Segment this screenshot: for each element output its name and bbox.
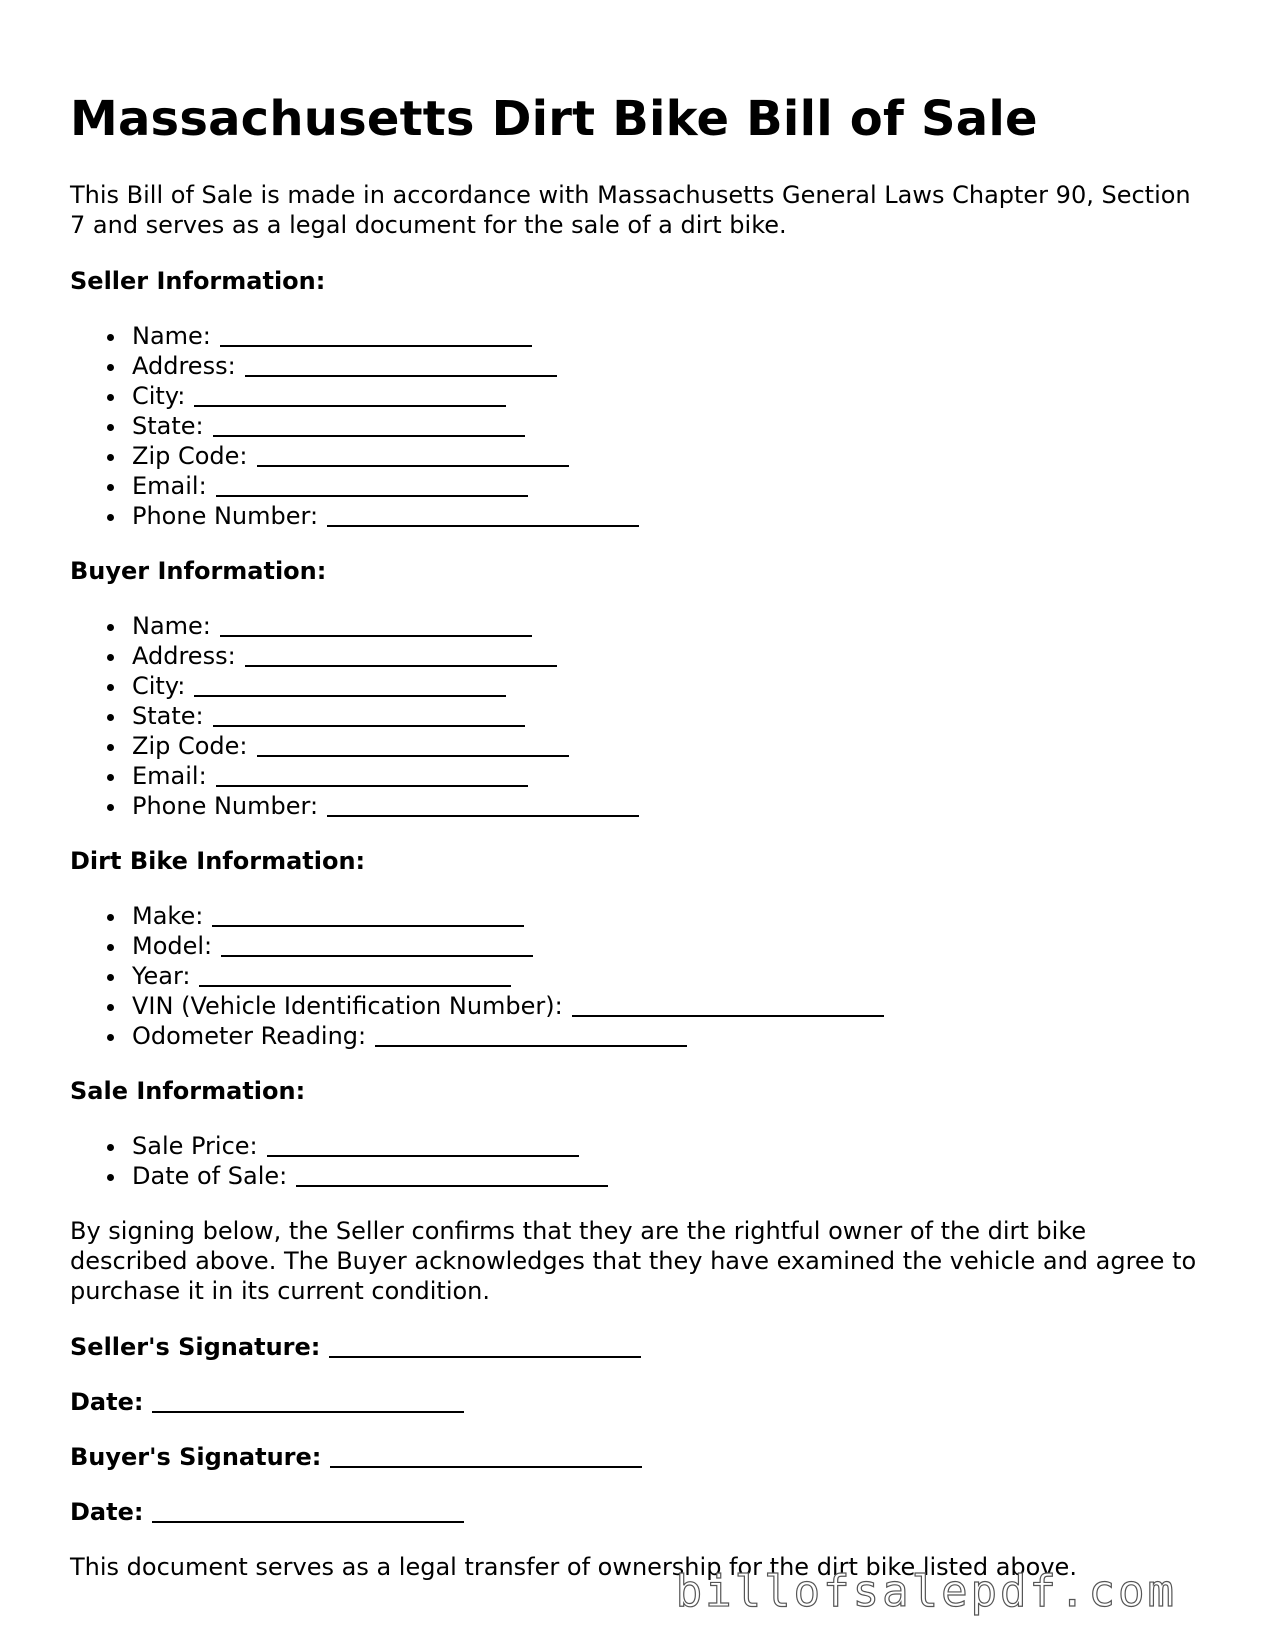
seller-state-field	[132, 411, 1210, 441]
field-label: Phone Number:	[132, 502, 319, 530]
seller-phone-field	[132, 501, 1210, 531]
fill-in-line[interactable]	[213, 725, 525, 727]
seller-address-field	[132, 351, 1210, 381]
document-page	[70, 84, 1210, 1582]
final-note: This document serves as a legal transfer of ownership for the dirt bike listed above.	[70, 1553, 1077, 1581]
buyer-zip-field	[132, 731, 1210, 761]
seller-zip-field	[132, 441, 1210, 471]
bike-vin-field	[132, 991, 1210, 1021]
field-label: Email:	[132, 472, 207, 500]
buyer-email-field	[132, 761, 1210, 791]
bike-field-list	[70, 901, 1210, 1051]
fill-in-line[interactable]	[245, 665, 557, 667]
field-label: Name:	[132, 322, 211, 350]
field-label: Phone Number:	[132, 792, 319, 820]
field-label: Odometer Reading:	[132, 1022, 367, 1050]
fill-in-line[interactable]	[267, 1155, 579, 1157]
fill-in-line[interactable]	[220, 635, 532, 637]
buyer-name-field	[132, 611, 1210, 641]
field-label: Address:	[132, 352, 236, 380]
buyer-section-heading: Buyer Information:	[70, 557, 327, 585]
buyer-signature-blank[interactable]	[330, 1466, 642, 1468]
fill-in-line[interactable]	[212, 925, 524, 927]
fill-in-line[interactable]	[199, 985, 511, 987]
fill-in-line[interactable]	[327, 525, 639, 527]
watermark: billofsalepdf.com	[675, 1566, 1177, 1617]
field-label: City:	[132, 672, 186, 700]
fill-in-line[interactable]	[213, 435, 525, 437]
field-label: Name:	[132, 612, 211, 640]
field-label: VIN (Vehicle Identification Number):	[132, 992, 563, 1020]
field-label: Zip Code:	[132, 732, 248, 760]
buyer-date-blank[interactable]	[152, 1521, 464, 1523]
fill-in-line[interactable]	[221, 955, 533, 957]
field-label: City:	[132, 382, 186, 410]
seller-field-list	[70, 321, 1210, 531]
field-label: Model:	[132, 932, 213, 960]
buyer-phone-field	[132, 791, 1210, 821]
bike-make-field	[132, 901, 1210, 931]
field-label: Zip Code:	[132, 442, 248, 470]
buyer-signature-line	[70, 1442, 1210, 1472]
fill-in-line[interactable]	[216, 785, 528, 787]
bike-section-heading: Dirt Bike Information:	[70, 847, 366, 875]
fill-in-line[interactable]	[257, 755, 569, 757]
bike-model-field	[132, 931, 1210, 961]
closing-paragraph: By signing below, the Seller confirms that they are the rightful owner of the dirt bike described above. The Buyer acknowledges that they have examined the vehicle and agree to purchase it in its current condition.	[70, 1217, 1197, 1305]
field-label: State:	[132, 702, 204, 730]
fill-in-line[interactable]	[257, 465, 569, 467]
sale-field-list	[70, 1131, 1210, 1191]
field-label: Date of Sale:	[132, 1162, 288, 1190]
seller-email-field	[132, 471, 1210, 501]
seller-city-field	[132, 381, 1210, 411]
buyer-address-field	[132, 641, 1210, 671]
fill-in-line[interactable]	[194, 405, 506, 407]
fill-in-line[interactable]	[296, 1185, 608, 1187]
buyer-state-field	[132, 701, 1210, 731]
seller-date-line	[70, 1387, 1210, 1417]
buyer-date-line	[70, 1497, 1210, 1527]
sale-date-field	[132, 1161, 1210, 1191]
seller-date-blank[interactable]	[152, 1411, 464, 1413]
fill-in-line[interactable]	[194, 695, 506, 697]
field-label: Email:	[132, 762, 207, 790]
seller-signature-blank[interactable]	[329, 1356, 641, 1358]
field-label: Make:	[132, 902, 204, 930]
buyer-field-list	[70, 611, 1210, 821]
field-label: Address:	[132, 642, 236, 670]
seller-signature-label: Seller's Signature:	[70, 1333, 321, 1361]
page-title: Massachusetts Dirt Bike Bill of Sale	[70, 91, 1038, 147]
fill-in-line[interactable]	[245, 375, 557, 377]
bike-year-field	[132, 961, 1210, 991]
seller-section-heading: Seller Information:	[70, 267, 326, 295]
buyer-signature-label: Buyer's Signature:	[70, 1443, 322, 1471]
fill-in-line[interactable]	[216, 495, 528, 497]
buyer-city-field	[132, 671, 1210, 701]
field-label: State:	[132, 412, 204, 440]
intro-paragraph: This Bill of Sale is made in accordance with Massachusetts General Laws Chapter 90, Section 7 and serves as a legal document for the sale of a dirt bike.	[70, 181, 1191, 239]
seller-signature-line	[70, 1332, 1210, 1362]
seller-date-label: Date:	[70, 1388, 144, 1416]
bike-odometer-field	[132, 1021, 1210, 1051]
fill-in-line[interactable]	[572, 1015, 884, 1017]
fill-in-line[interactable]	[375, 1045, 687, 1047]
sale-section-heading: Sale Information:	[70, 1077, 306, 1105]
sale-price-field	[132, 1131, 1210, 1161]
fill-in-line[interactable]	[220, 345, 532, 347]
fill-in-line[interactable]	[327, 815, 639, 817]
buyer-date-label: Date:	[70, 1498, 144, 1526]
seller-name-field	[132, 321, 1210, 351]
field-label: Sale Price:	[132, 1132, 258, 1160]
field-label: Year:	[132, 962, 191, 990]
